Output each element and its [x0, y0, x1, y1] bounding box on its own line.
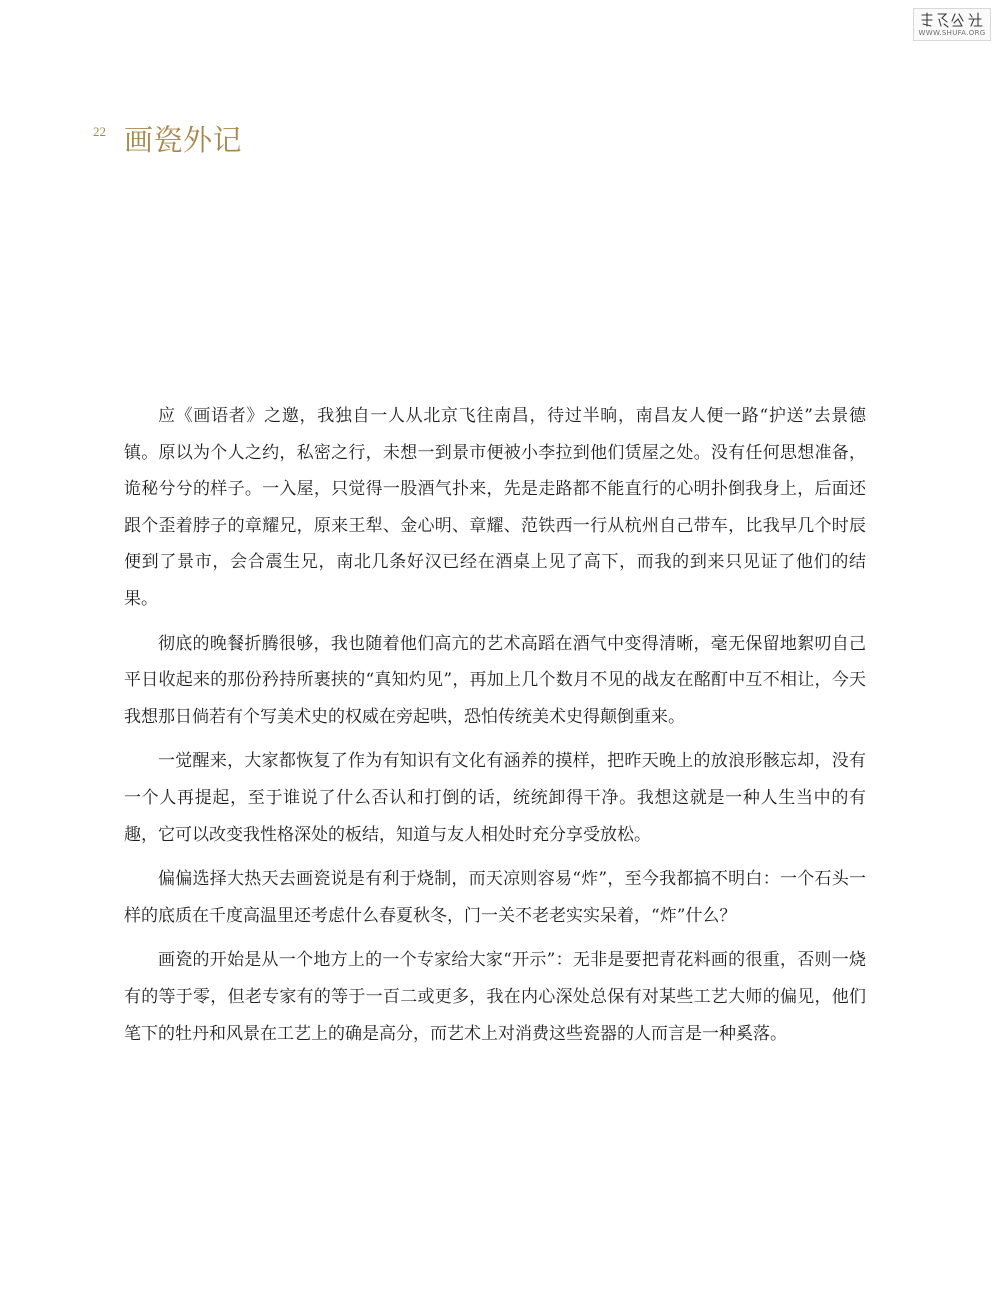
paragraph: 一觉醒来，大家都恢复了作为有知识有文化有涵养的摸样，把昨天晚上的放浪形骸忘却，没有一个人再提起，至于谁说了什么否认和打倒的话，统统卸得干净。我想这就是一种人生当中的有趣，它可以改变我性格深处的板结，知道与友人相处时充分享受放松。 — [124, 751, 866, 845]
paragraph: 偏偏选择大热天去画瓷说是有利于烧制，而天凉则容易“炸”，至今我都搞不明白：一个石头一样的底质在千度高温里还考虑什么春夏秋冬，门一关不老老实实呆着，“炸”什么？ — [124, 869, 866, 926]
watermark-badge — [913, 8, 991, 41]
article-body — [124, 398, 866, 1060]
shufa-logo-icon — [918, 11, 988, 29]
paragraph: 应《画语者》之邀，我独自一人从北京飞往南昌，待过半晌，南昌友人便一路“护送”去景德镇。原以为个人之约，私密之行，未想一到景市便被小李拉到他们赁屋之处。没有任何思想准备，诡秘兮兮的样子。一入屋，只觉得一股酒气扑来，先是走路都不能直行的心明扑倒我身上，后面还跟个歪着脖子的章耀兄，原来王犁、金心明、章耀、范铁西一行从杭州自己带车，比我早几个时辰便到了景市，会合震生兄，南北几条好汉已经在酒桌上见了高下，而我的到来只见证了他们的结果。 — [124, 406, 866, 609]
page-number: 22 — [93, 124, 106, 139]
paragraph: 画瓷的开始是从一个地方上的一个专家给大家“开示”：无非是要把青花料画的很重，否则一烧有的等于零，但老专家有的等于一百二或更多，我在内心深处总保有对某些工艺大师的偏见，他们笔下的牡丹和风景在工艺上的确是高分，而艺术上对消费这些瓷器的人而言是一种奚落。 — [124, 950, 866, 1044]
page-title: 画瓷外记 — [124, 123, 243, 157]
paragraph: 彻底的晚餐折腾很够，我也随着他们高亢的艺术高蹈在酒气中变得清晰，毫无保留地絮叨自己平日收起来的那份矜持所裹挟的“真知灼见”，再加上几个数月不见的战友在酩酊中互不相让，今天我想那日倘若有个写美术史的权威在旁起哄，恐怕传统美术史得颠倒重来。 — [124, 633, 866, 727]
watermark-url: WWW.SHUFA.ORG — [918, 29, 986, 37]
